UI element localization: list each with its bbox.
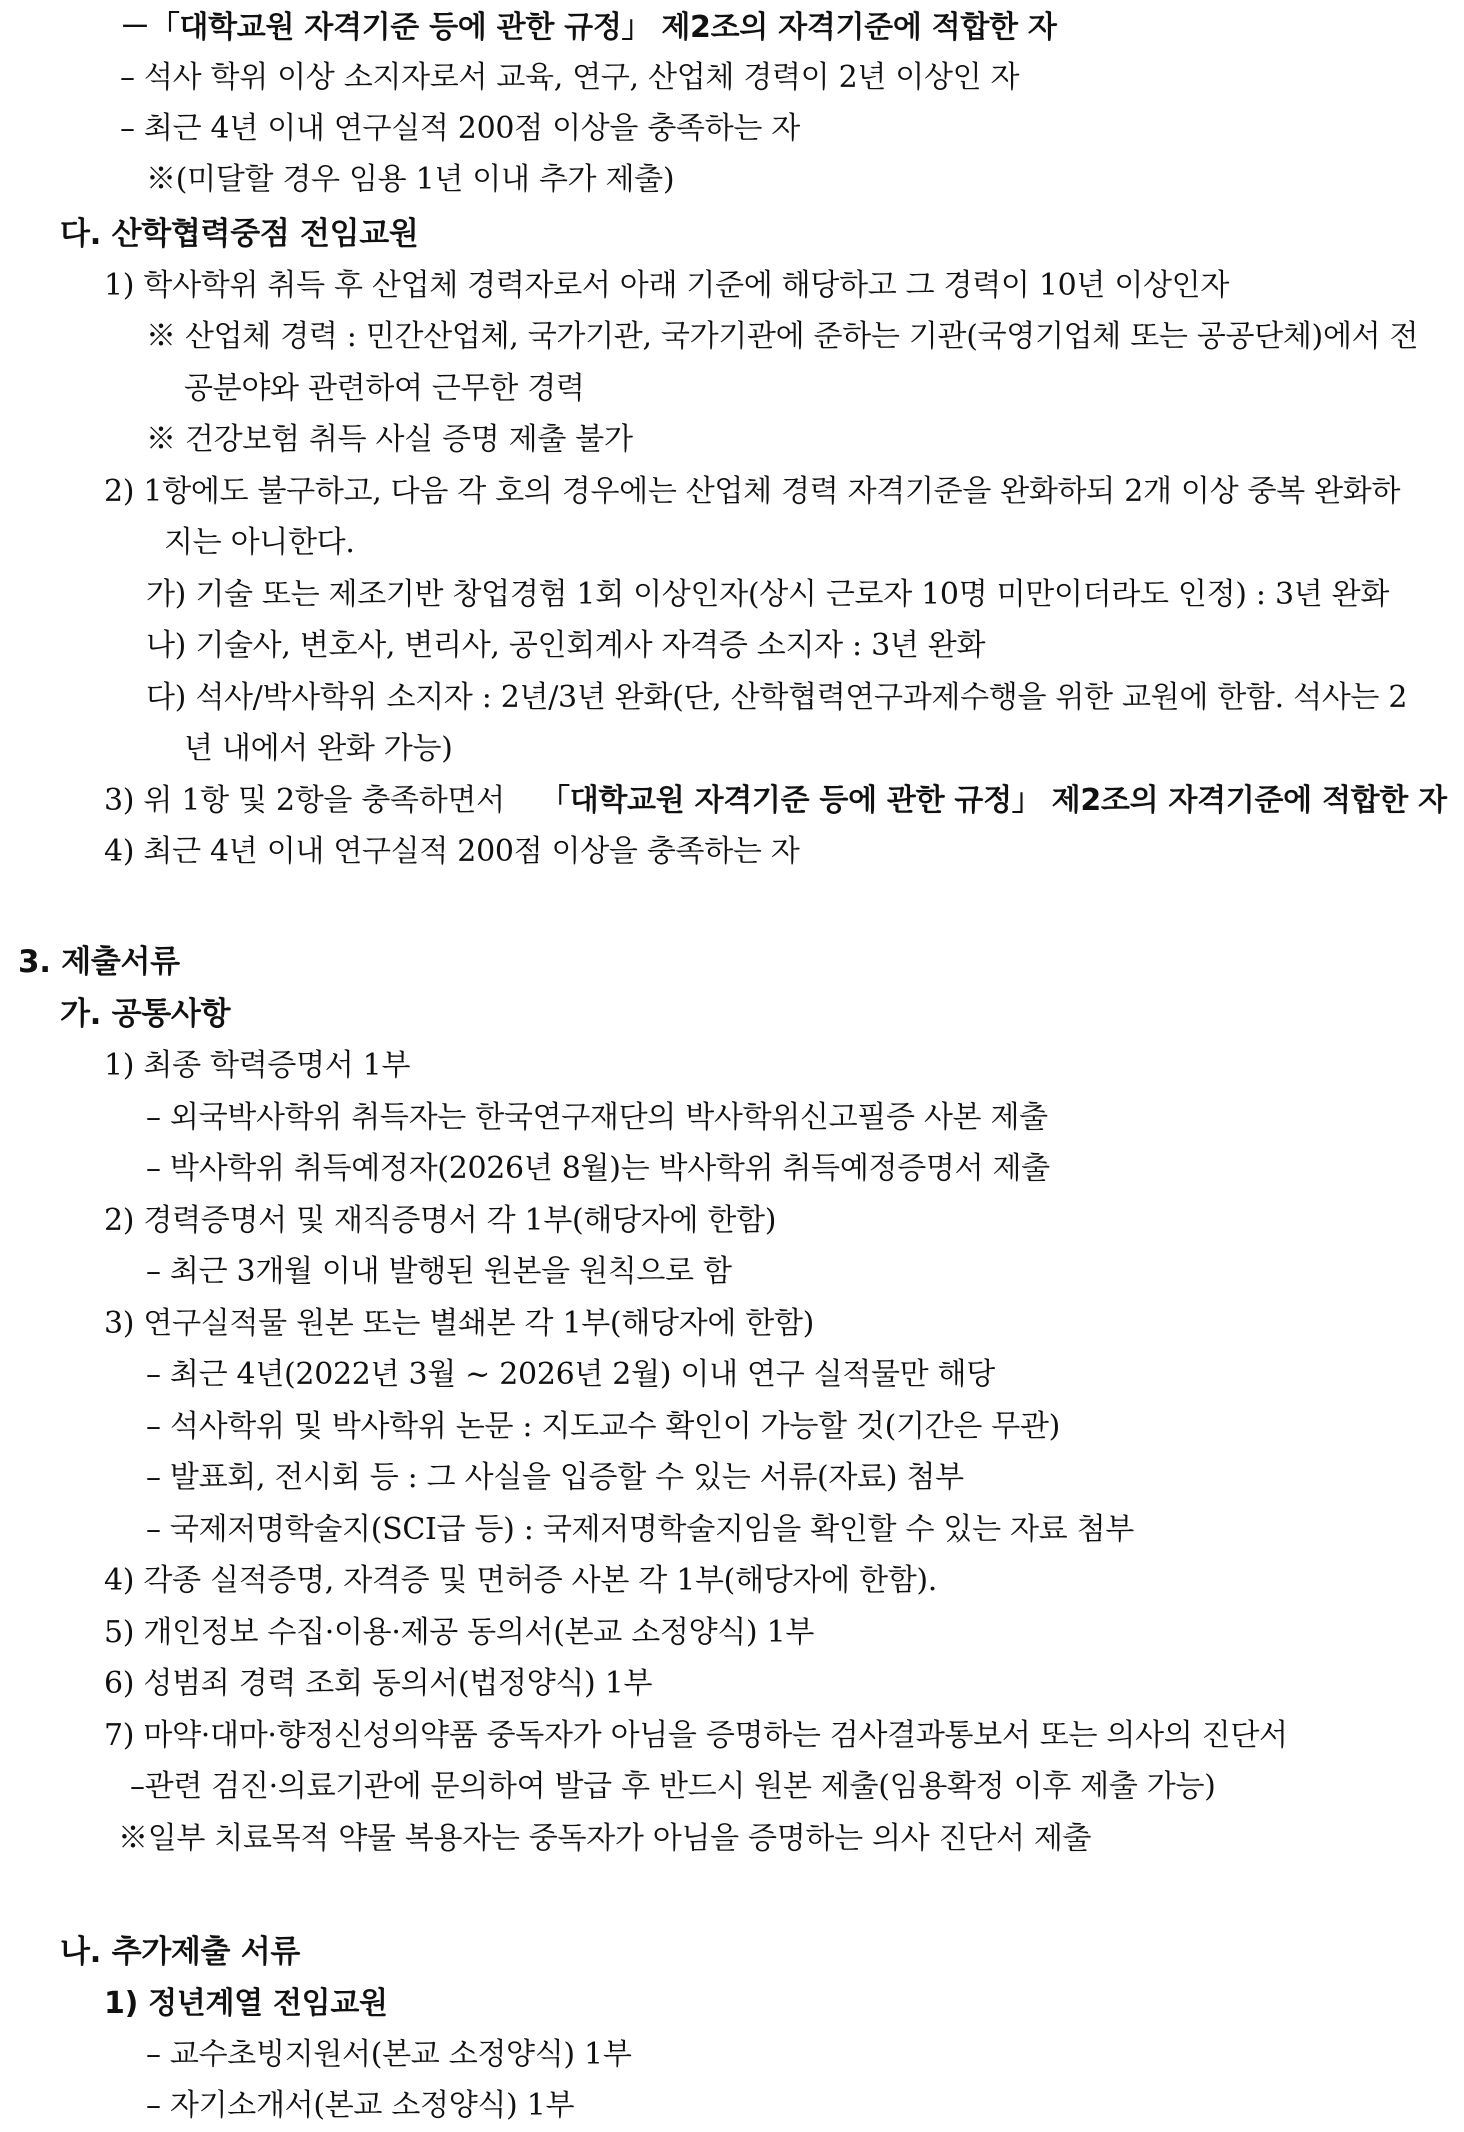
text-line: －「대학교원 자격기준 등에 관한 규정」 제2조의 자격기준에 적합한 자 [120,10,1057,45]
text-line: – 최근 4년 이내 연구실적 200점 이상을 충족하는 자 [120,111,800,146]
text-line: – 박사학위 취득예정자(2026년 8월)는 박사학위 취득예정증명서 제출 [146,1151,1050,1186]
subsection-heading: 나. 추가제출 서류 [60,1934,300,1970]
text-line-emphasis: 「대학교원 자격기준 등에 관한 규정」 제2조의 자격기준에 적합한 자 [540,783,1447,818]
text-line: 년 내에서 완화 가능) [184,731,453,766]
text-line: ※ 건강보험 취득 사실 증명 제출 불가 [146,422,633,457]
text-line: 3) 위 1항 및 2항을 충족하면서 [104,783,505,818]
text-line: 공분야와 관련하여 근무한 경력 [184,371,585,406]
text-line: 2) 1항에도 불구하고, 다음 각 호의 경우에는 산업체 경력 자격기준을 완화하되 2개 이상 중복 완화하 [104,474,1401,509]
text-line: ※ 산업체 경력 : 민간산업체, 국가기관, 국가기관에 준하는 기관(국영기업체 또는 공공단체)에서 전 [146,319,1419,354]
text-line: – 자기소개서(본교 소정양식) 1부 [146,2088,575,2123]
text-line: 다) 석사/박사학위 소지자 : 2년/3년 완화(단, 산학협력연구과제수행을 위한 교원에 한함. 석사는 2 [146,680,1408,715]
text-line: 3) 연구실적물 원본 또는 별쇄본 각 1부(해당자에 한함) [104,1306,815,1341]
text-line: – 석사 학위 이상 소지자로서 교육, 연구, 산업체 경력이 2년 이상인 자 [120,60,1020,95]
text-line: ※일부 치료목적 약물 복용자는 중독자가 아님을 증명하는 의사 진단서 제출 [118,1821,1092,1856]
text-line: 1) 정년계열 전임교원 [104,1986,388,2021]
text-line: 지는 아니한다. [164,525,355,560]
text-line: – 국제저명학술지(SCI급 등) : 국제저명학술지임을 확인할 수 있는 자료 첨부 [146,1512,1134,1547]
text-line: 5) 개인정보 수집·이용·제공 동의서(본교 소정양식) 1부 [104,1615,815,1650]
text-line: – 최근 4년(2022년 3월 ~ 2026년 2월) 이내 연구 실적물만 해당 [146,1357,995,1392]
text-line: 7) 마약·대마·향정신성의약품 중독자가 아님을 증명하는 검사결과통보서 또는 의사의 진단서 [104,1718,1288,1753]
text-line: ※(미달할 경우 임용 1년 이내 추가 제출) [146,162,675,197]
subsection-heading: 가. 공통사항 [60,996,231,1032]
section-heading: 3. 제출서류 [18,944,180,980]
text-line: 나) 기술사, 변호사, 변리사, 공인회계사 자격증 소지자 : 3년 완화 [146,628,986,663]
section-heading: 다. 산학협력중점 전임교원 [60,216,419,252]
text-line: 2) 경력증명서 및 재직증명서 각 1부(해당자에 한함) [104,1203,777,1238]
text-line: 1) 학사학위 취득 후 산업체 경력자로서 아래 기준에 해당하고 그 경력이 10년 이상인자 [104,268,1230,303]
text-line: – 교수초빙지원서(본교 소정양식) 1부 [146,2037,632,2072]
text-line: – 최근 3개월 이내 발행된 원본을 원칙으로 함 [146,1254,732,1289]
text-line: – 외국박사학위 취득자는 한국연구재단의 박사학위신고필증 사본 제출 [146,1100,1048,1135]
text-line: 4) 각종 실적증명, 자격증 및 면허증 사본 각 1부(해당자에 한함). [104,1563,938,1598]
text-line: – 발표회, 전시회 등 : 그 사실을 입증할 수 있는 서류(자료) 첨부 [146,1460,964,1495]
text-line: –관련 검진·의료기관에 문의하여 발급 후 반드시 원본 제출(임용확정 이후 제출 가능) [130,1769,1216,1804]
text-line: 6) 성범죄 경력 조회 동의서(법정양식) 1부 [104,1666,653,1701]
text-line: 1) 최종 학력증명서 1부 [104,1048,411,1083]
text-line: – 석사학위 및 박사학위 논문 : 지도교수 확인이 가능할 것(기간은 무관) [146,1409,1061,1444]
text-line: 4) 최근 4년 이내 연구실적 200점 이상을 충족하는 자 [104,834,800,869]
text-line: 가) 기술 또는 제조기반 창업경험 1회 이상인자(상시 근로자 10명 미만이더라도 인정) : 3년 완화 [146,577,1390,612]
